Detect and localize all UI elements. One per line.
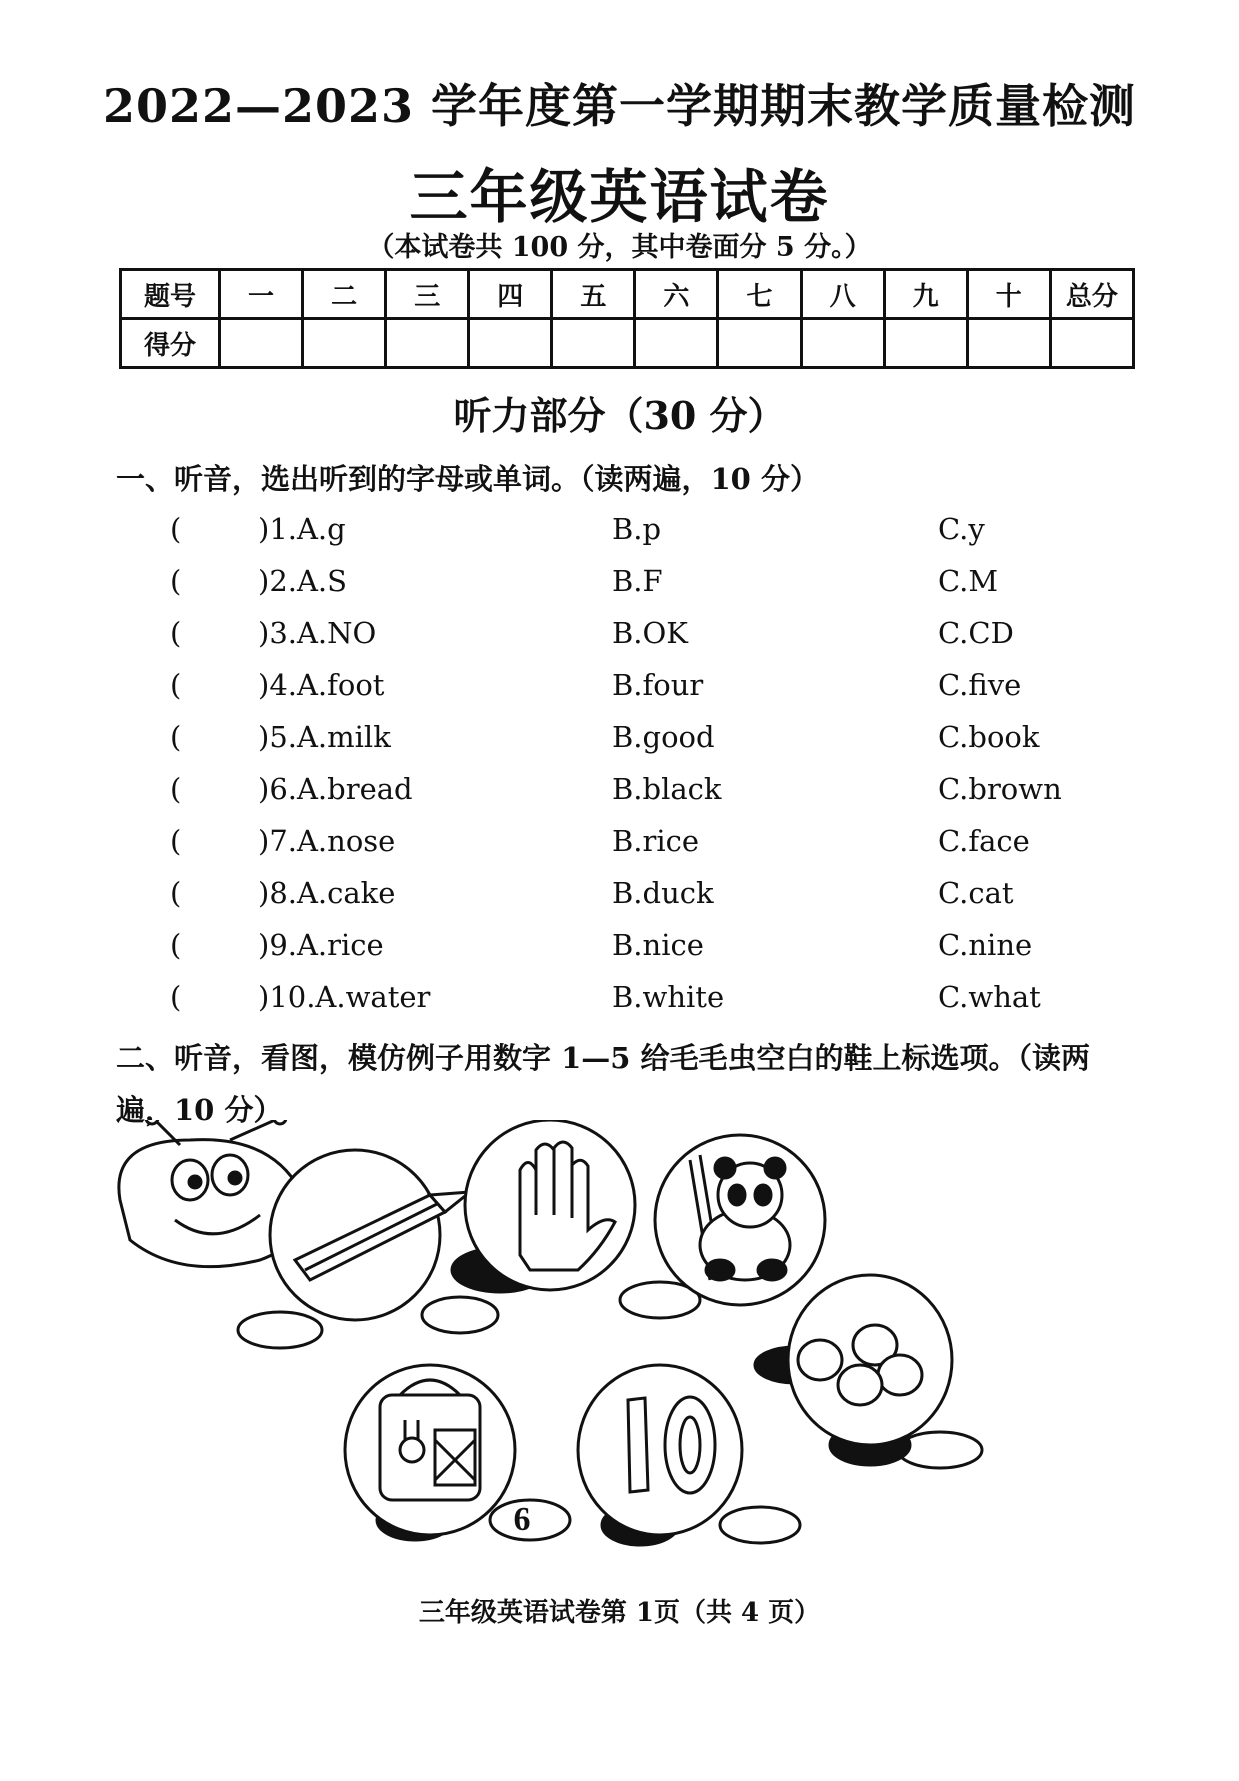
question-1-title: 一、听音，选出听到的字母或单词。（读两遍，10 分） (116, 462, 819, 496)
question-item-1 (0, 512, 1239, 562)
option-a: )2.A.S (258, 564, 348, 598)
option-a: )9.A.rice (258, 928, 384, 962)
exam-subtitle: 三年级英语试卷 (409, 163, 830, 231)
schoolbag-icon (380, 1380, 480, 1500)
answer-paren[interactable]: ( (170, 980, 182, 1014)
score-table-score-row (121, 319, 1134, 368)
shoe-blank (898, 1432, 982, 1468)
score-col-1: 一 (220, 270, 303, 319)
score-col-8: 八 (801, 270, 884, 319)
page-footer: 三年级英语试卷第 1页（共 4 页） (418, 1598, 821, 1628)
option-b: B.nice (612, 928, 704, 962)
option-c: C.five (938, 668, 1022, 702)
score-col-4: 四 (469, 270, 552, 319)
option-a: )10.A.water (258, 980, 431, 1014)
question-item-4 (0, 668, 1239, 718)
question-item-10 (0, 980, 1239, 1030)
listening-section-title: 听力部分（30 分） (453, 393, 786, 438)
option-a: )8.A.cake (258, 876, 396, 910)
option-c: C.face (938, 824, 1030, 858)
answer-paren[interactable]: ( (170, 876, 182, 910)
question-2-title: 二、听音，看图，模仿例子用数字 1—5 给毛毛虫空白的鞋上标选项。（读两遍，10 分） (116, 1041, 1091, 1127)
question-item-6 (0, 772, 1239, 822)
score-cell[interactable] (635, 319, 718, 368)
score-cell[interactable] (1050, 319, 1133, 368)
answer-paren[interactable]: ( (170, 720, 182, 754)
answer-paren[interactable]: ( (170, 564, 182, 598)
option-c: C.cat (938, 876, 1014, 910)
segment-ten (578, 1365, 742, 1535)
option-c: C.M (938, 564, 999, 598)
example-number-6: 6 (513, 1501, 531, 1538)
exam-note: （本试卷共 100 分，其中卷面分 5 分。） (367, 232, 872, 263)
option-c: C.what (938, 980, 1041, 1014)
answer-paren[interactable]: ( (170, 616, 182, 650)
answer-paren[interactable]: ( (170, 772, 182, 806)
option-a: )6.A.bread (258, 772, 413, 806)
score-cell[interactable] (884, 319, 967, 368)
option-b: B.rice (612, 824, 700, 858)
score-cell[interactable] (801, 319, 884, 368)
shoe-blank (720, 1507, 800, 1543)
option-b: B.four (612, 668, 704, 702)
option-c: C.y (938, 512, 985, 546)
score-col-5: 五 (552, 270, 635, 319)
score-table (119, 268, 1135, 369)
shoe-blank (238, 1312, 322, 1348)
shoe-blank (422, 1297, 498, 1333)
score-table-header-row (121, 270, 1134, 319)
option-a: )3.A.NO (258, 616, 377, 650)
option-a: )1.A.g (258, 512, 346, 546)
question-item-7 (0, 824, 1239, 874)
option-a: )5.A.milk (258, 720, 391, 754)
option-b: B.duck (612, 876, 714, 910)
score-cell[interactable] (552, 319, 635, 368)
question-item-5 (0, 720, 1239, 770)
score-col-total: 总分 (1050, 270, 1133, 319)
option-b: B.OK (612, 616, 688, 650)
option-c: C.book (938, 720, 1040, 754)
score-cell[interactable] (469, 319, 552, 368)
question-item-3 (0, 616, 1239, 666)
answer-paren[interactable]: ( (170, 512, 182, 546)
score-cell[interactable] (386, 319, 469, 368)
answer-paren[interactable]: ( (170, 668, 182, 702)
option-b: B.good (612, 720, 715, 754)
score-col-9: 九 (884, 270, 967, 319)
answer-paren[interactable]: ( (170, 824, 182, 858)
option-c: C.CD (938, 616, 1014, 650)
option-a: )4.A.foot (258, 668, 385, 702)
question-item-2 (0, 564, 1239, 614)
score-col-10: 十 (967, 270, 1050, 319)
score-row-label: 题号 (121, 270, 220, 319)
score-cell[interactable] (718, 319, 801, 368)
caterpillar-illustration (100, 1120, 1000, 1590)
exam-title: 2022—2023 学年度第一学期期末教学质量检测 (102, 79, 1137, 133)
option-a: )7.A.nose (258, 824, 396, 858)
number-ten-label: 10 (610, 1360, 612, 1361)
question-item-9 (0, 928, 1239, 978)
option-c: C.nine (938, 928, 1033, 962)
score-row-label: 得分 (121, 319, 220, 368)
score-col-6: 六 (635, 270, 718, 319)
option-b: B.white (612, 980, 725, 1014)
score-cell[interactable] (967, 319, 1050, 368)
question-item-8 (0, 876, 1239, 926)
option-c: C.brown (938, 772, 1062, 806)
score-cell[interactable] (220, 319, 303, 368)
option-b: B.black (612, 772, 722, 806)
score-cell[interactable] (303, 319, 386, 368)
answer-paren[interactable]: ( (170, 928, 182, 962)
option-b: B.F (612, 564, 663, 598)
score-col-3: 三 (386, 270, 469, 319)
score-col-7: 七 (718, 270, 801, 319)
option-b: B.p (612, 512, 662, 546)
score-col-2: 二 (303, 270, 386, 319)
